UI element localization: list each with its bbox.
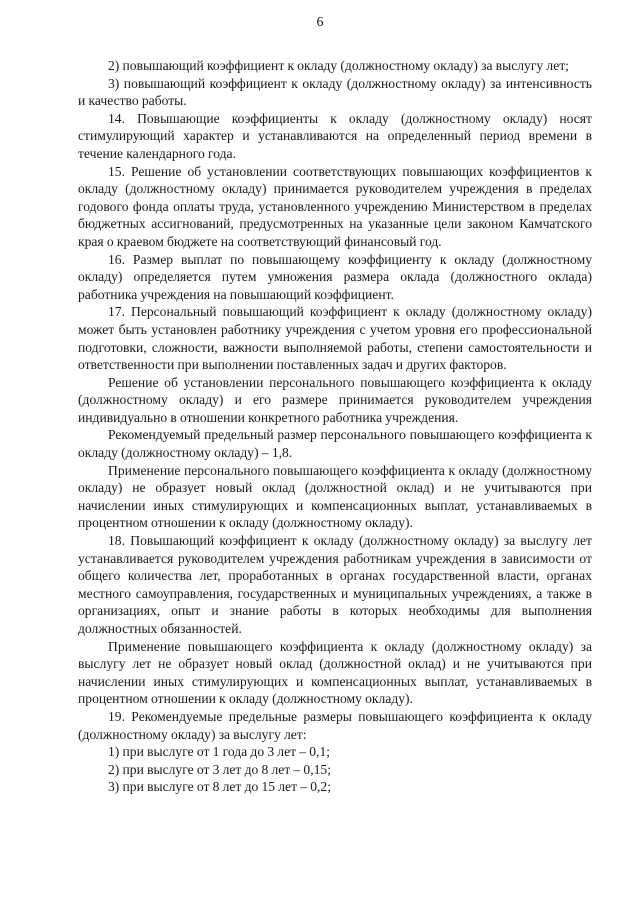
page-number: 6 [316,15,324,30]
paragraph-clause-17: 17. Персональный повышающий коэффициент к окладу (должностному окладу) может быть установлен работнику учреждения с учетом уровня его профессиональной подготовки, сложности, важности выполняемой работы, степени самостоятельности и ответственности при выполнении поставленных задач и других факторов. [78,304,592,373]
paragraph-personal-coefficient-limit: Рекомендуемый предельный размер персонального повышающего коэффициента к окладу (должностному окладу) – 1,8. [78,427,592,461]
paragraph-personal-coefficient-application: Применение персонального повышающего коэффициента к окладу (должностному окладу) не образует новый оклад (должностной оклад) и не учитываются при начислении иных стимулирующих и компенсационных выплат, устанавливаемых в процентном отношении к окладу (должностному окладу). [78,462,592,531]
paragraph-clause-19: 19. Рекомендуемые предельные размеры повышающего коэффициента к окладу (должностному окладу) за выслугу лет: [78,708,592,742]
list-item-seniority-1-3: 1) при выслуге от 1 года до 3 лет – 0,1; [108,744,331,760]
paragraph-clause-15: 15. Решение об установлении соответствующих повышающих коэффициентов к окладу (должностному окладу) принимается руководителем учреждения в пределах годового фонда оплаты труда, установленного учреждению Министерством в пределах бюджетных ассигнований, предусмотренных на указанные цели законом Камчатского края о краевом бюджете на соответствующий финансовый год. [78,163,592,249]
paragraph-personal-coefficient-decision: Решение об установлении персонального повышающего коэффициента к окладу (должностному окладу) и его размере принимается руководителем учреждения индивидуально в отношении конкретного работника учреждения. [78,374,592,425]
document-body [78,57,592,796]
paragraph-item-2-seniority-coefficient: 2) повышающий коэффициент к окладу (должностному окладу) за выслугу лет; [108,58,569,73]
list-item-seniority-8-15: 3) при выслуге от 8 лет до 15 лет – 0,2; [108,779,331,795]
paragraph-seniority-coefficient-application: Применение повышающего коэффициента к окладу (должностному окладу) за выслугу лет не образует новый оклад (должностной оклад) и не учитываются при начислении иных стимулирующих и компенсационных выплат, устанавливаемых в процентном отношении к окладу (должностному окладу). [78,638,592,707]
list-item-seniority-3-8: 2) при выслуге от 3 лет до 8 лет – 0,15; [108,761,331,777]
paragraph-item-3-intensity-coefficient: 3) повышающий коэффициент к окладу (должностному окладу) за интенсивность и качество работы. [78,75,592,109]
paragraph-clause-16: 16. Размер выплат по повышающему коэффициенту к окладу (должностному окладу) определяется путем умножения размера оклада (должностного оклада) работника учреждения на повышающий коэффициент. [78,251,592,302]
paragraph-clause-14: 14. Повышающие коэффициенты к окладу (должностному окладу) носят стимулирующий характер и устанавливаются на определенный период времени в течение календарного года. [78,110,592,161]
paragraph-clause-18: 18. Повышающий коэффициент к окладу (должностному окладу) за выслугу лет устанавливается руководителем учреждения работникам учреждения в зависимости от общего количества лет, проработанных в органах государственной власти, органах местного самоуправления, государственных и муниципальных учреждениях, а также в организациях, опыт и знание работы в которых необходимы для выполнения должностных обязанностей. [78,533,592,636]
